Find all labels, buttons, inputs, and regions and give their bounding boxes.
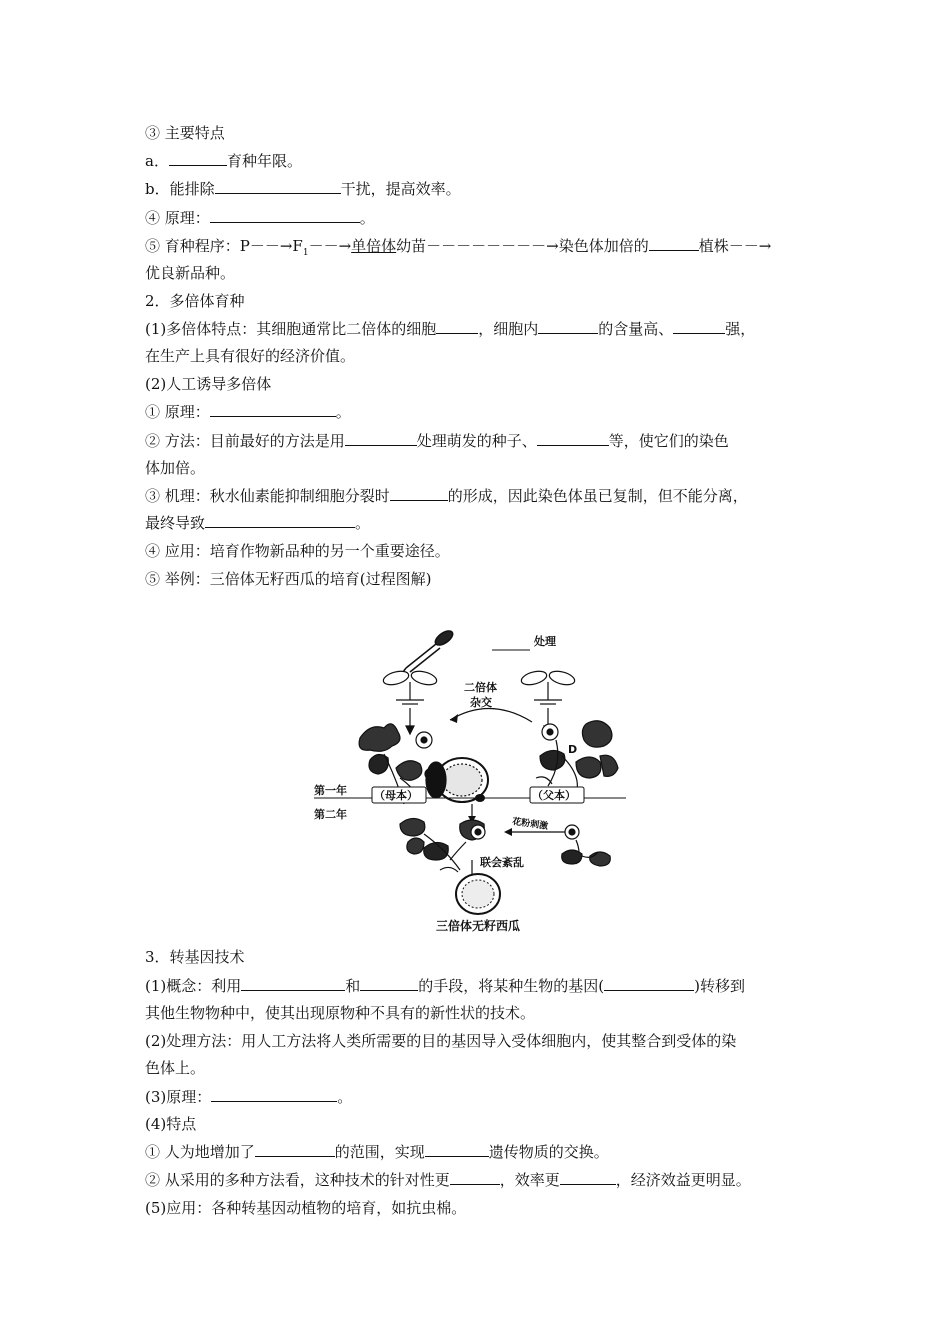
blank-spindle[interactable] (390, 486, 448, 501)
induce-principle-prefix: ① 原理： (145, 403, 210, 421)
gene-features-heading: (4)特点 (145, 1115, 197, 1133)
f2-mid: ，效率更 (499, 1171, 560, 1189)
gene-feature-2 (145, 1170, 751, 1190)
method-mid: 处理萌发的种子、 (416, 432, 537, 450)
d-label: D (568, 743, 578, 756)
gene-method: (2)处理方法：用人工方法将人类所需要的目的基因导入受体细胞内，使其整合到受体的染 (145, 1032, 737, 1050)
treat-label: 处理 (534, 635, 556, 648)
blank-cell-size[interactable] (436, 319, 478, 334)
pollen-label: 花粉刺激 (511, 817, 549, 832)
blank-strong[interactable] (673, 319, 725, 334)
method-suffix: 等，使它们的染色 (608, 432, 729, 450)
procedure-seedling: 幼苗－－－－－－－－→染色体加倍的 (396, 237, 649, 255)
blank-content[interactable] (538, 319, 598, 334)
induce-principle (145, 402, 351, 422)
blank-result[interactable] (205, 513, 355, 528)
gene-concept-line2: 其他生物物种中，使其出现原物种不具有的新性状的技术。 (145, 1004, 536, 1022)
gene-concept (145, 976, 745, 996)
concept-prefix: (1)概念：利用 (145, 977, 242, 995)
blank-f1-range[interactable] (255, 1142, 335, 1157)
blank-method-agent[interactable] (345, 431, 417, 446)
gene-application: (5)应用：各种转基因动植物的培育，如抗虫棉。 (145, 1199, 467, 1217)
blank-concept-2[interactable] (360, 976, 418, 991)
induce-principle-suffix: 。 (335, 403, 351, 421)
seedless-watermelon-icon (456, 874, 500, 914)
dropper-icon (400, 628, 455, 676)
induce-method (145, 431, 729, 451)
synapsis-label: 联会紊乱 (480, 856, 524, 869)
blank-gene-principle[interactable] (211, 1087, 337, 1102)
section-3-heading: 3．转基因技术 (145, 948, 245, 966)
mother-label: （母本） (374, 789, 418, 802)
feature-a-suffix: 育种年限。 (226, 152, 302, 170)
gene-feature-1 (145, 1142, 609, 1162)
principle-suffix: 。 (359, 209, 375, 227)
induce-heading: (2)人工诱导多倍体 (145, 375, 272, 393)
polyploid-features-line2: 在生产上具有很好的经济价值。 (145, 347, 356, 365)
procedure-haploid: 单倍体 (351, 237, 397, 255)
cross-arrowhead (450, 714, 458, 723)
feature-a (145, 151, 302, 171)
gene-principle-suffix: 。 (337, 1088, 353, 1106)
method-prefix: ② 方法：目前最好的方法是用 (145, 432, 345, 450)
concept-mid2: 的手段，将某种生物的基因( (418, 977, 605, 995)
father-plant-icon (536, 721, 618, 794)
mechanism (145, 486, 748, 506)
principle-line (145, 208, 375, 228)
concept-mid1: 和 (345, 977, 361, 995)
year2-label: 第二年 (314, 808, 347, 821)
procedure-end: 优良新品种。 (145, 264, 236, 282)
procedure-line (145, 236, 771, 263)
mech-prefix: ③ 机理：秋水仙素能抑制细胞分裂时 (145, 487, 390, 505)
blank-f1-species[interactable] (425, 1142, 489, 1157)
polyploid-features (145, 319, 755, 339)
application: ④ 应用：培育作物新品种的另一个重要途径。 (145, 542, 450, 560)
blank-f2-target[interactable] (450, 1170, 500, 1185)
procedure-subscript: 1 (302, 248, 309, 258)
blank-method-target[interactable] (537, 431, 609, 446)
feature-b-prefix: b．能排除 (145, 180, 215, 198)
procedure-prefix: ⑤ 育种程序：P－－→F (145, 237, 303, 255)
principle-prefix: ④ 原理： (145, 209, 210, 227)
p1-suffix: 强， (725, 320, 756, 338)
blank-f2-efficiency[interactable] (560, 1170, 616, 1185)
induce-method-line2: 体加倍。 (145, 459, 206, 477)
feature-a-prefix: a． (145, 152, 169, 170)
blank-principle[interactable] (210, 208, 360, 223)
pollen-plant-icon (562, 825, 611, 866)
concept-suffix: )转移到 (694, 977, 745, 995)
procedure-plant: 植株－－→ (698, 237, 772, 255)
f2-suffix: ，经济效益更明显。 (615, 1171, 751, 1189)
f1-suffix: 遗传物质的交换。 (488, 1143, 609, 1161)
mech-line2-suffix: 。 (355, 514, 371, 532)
blank-procedure[interactable] (649, 236, 699, 251)
year1-label: 第一年 (314, 784, 347, 797)
father-label: （父本） (532, 789, 576, 802)
feature-b-suffix: 干扰，提高效率。 (340, 180, 461, 198)
figure-caption: 三倍体无籽西瓜 (436, 919, 521, 933)
mech-suffix: 的形成，因此染色体虽已复制，但不能分离， (447, 487, 748, 505)
diploid-label: 二倍体 (464, 681, 497, 694)
p1-mid2: 的含量高、 (598, 320, 674, 338)
f1-prefix: ① 人为地增加了 (145, 1143, 255, 1161)
blank-b[interactable] (215, 179, 341, 194)
mechanism-line2 (145, 513, 370, 533)
gene-principle-prefix: (3)原理： (145, 1088, 212, 1106)
blank-a[interactable] (169, 151, 227, 166)
f1-mid: 的范围，实现 (334, 1143, 425, 1161)
process-diagram (300, 628, 640, 940)
p1-prefix: (1)多倍体特点：其细胞通常比二倍体的细胞 (145, 320, 437, 338)
blank-concept-1[interactable] (241, 976, 345, 991)
blank-induce-principle[interactable] (210, 402, 336, 417)
features-heading: ③ 主要特点 (145, 124, 225, 142)
cross-label: 杂交 (470, 696, 492, 709)
feature-b (145, 179, 461, 199)
seedling-left-icon (382, 669, 438, 704)
blank-concept-3[interactable] (604, 976, 694, 991)
example: ⑤ 举例：三倍体无籽西瓜的培育(过程图解) (145, 570, 432, 588)
procedure-arrow: －－→ (308, 237, 352, 255)
seedling-right-icon (520, 669, 576, 704)
p1-mid1: ，细胞内 (478, 320, 539, 338)
f2-prefix: ② 从采用的多种方法看，这种技术的针对性更 (145, 1171, 450, 1189)
section-2-heading: 2．多倍体育种 (145, 292, 245, 310)
pollen-arrowhead (504, 828, 512, 836)
cross-arrow (450, 708, 532, 722)
mech-line2-prefix: 最终导致 (145, 514, 206, 532)
watermelon-process-figure (300, 628, 640, 940)
gene-principle (145, 1087, 352, 1107)
gene-method-line2: 色体上。 (145, 1059, 206, 1077)
